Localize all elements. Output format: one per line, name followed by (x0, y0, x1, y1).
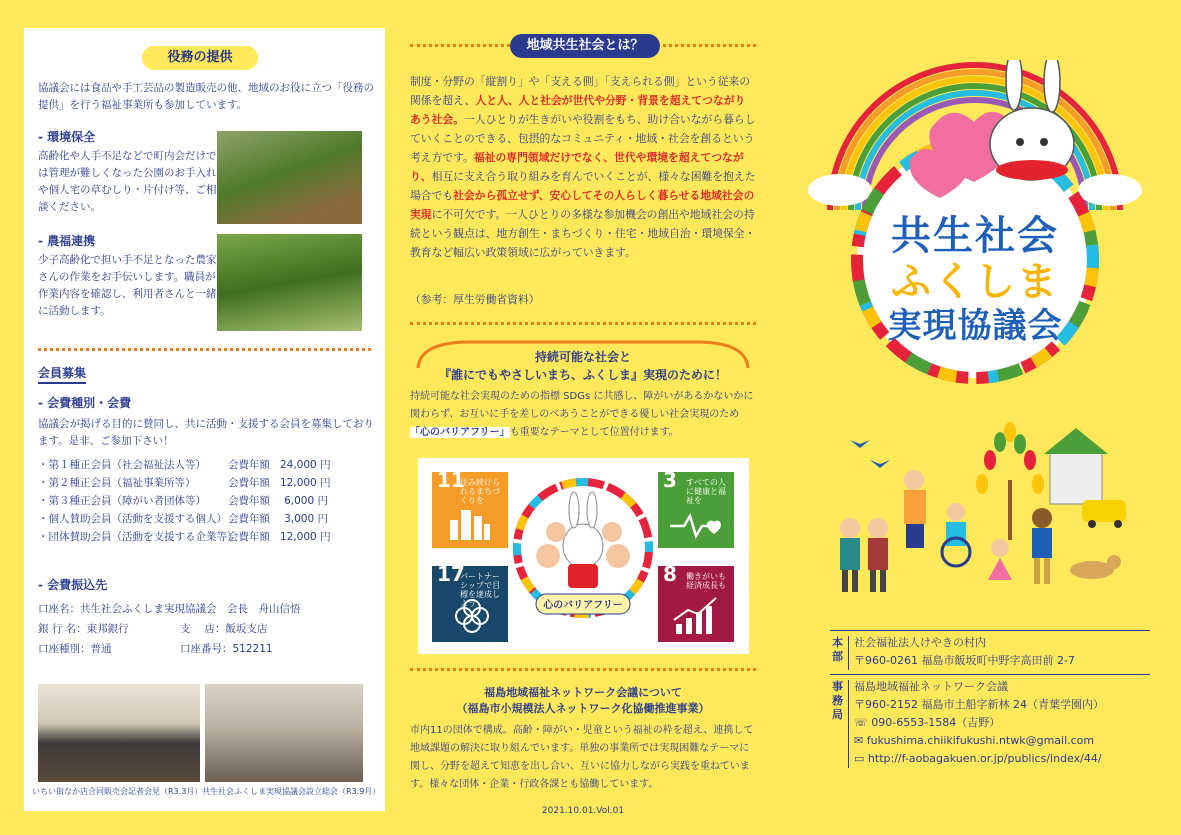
hq-divider (848, 636, 849, 670)
sdg-box (418, 458, 749, 654)
account-number: 口座番号：512211 (180, 643, 273, 655)
emphasis-text: 人と人、人と社会が世代や分野・背景を超えてつながりあう社会。 (410, 94, 746, 126)
fee-type: ・第１種正会員（社会福祉法人等） (38, 459, 206, 471)
fee-amount: 12,000 円 (280, 531, 331, 543)
sdg-text (410, 388, 756, 442)
mid-dots-3 (410, 668, 756, 671)
press-photo (38, 684, 200, 782)
computer-icon: ▭ (854, 752, 865, 765)
fee-row (38, 511, 227, 528)
fee-label: 会費年額 (228, 477, 270, 489)
reference: （参考：厚生労働省資料） (410, 293, 540, 306)
divider (38, 348, 371, 351)
sdg-number: 8 (663, 562, 677, 586)
phone-number[interactable]: 090-6553-1584（吉野） (871, 716, 1001, 729)
city-icon (448, 506, 492, 542)
growth-chart-icon (672, 596, 720, 636)
office-divider (848, 680, 849, 768)
photo-caption-1: いちい街なか店合同販売会記者会見（R3.3月） (32, 787, 203, 796)
sdg-label: 住み続けられるまちづくりを (460, 478, 500, 505)
community-title: 地域共生社会とは？ (510, 34, 660, 58)
community-text (410, 72, 756, 262)
phone-icon: ☏ (854, 716, 868, 729)
network-text: 市内11の団体で構成。高齢・障がい・児童という福祉の枠を超え、連携して地域課題の解決に取り組んでいます。単独の事業所では実現困難なテーマに関し、分野を超えて知恵を出し合い、互いに協力しながら実践を重ねています。様々な団体・企業・行政各課とも協働しています。 (410, 725, 754, 790)
org-logo (855, 196, 1095, 356)
sdg-8-icon (658, 562, 734, 642)
heartbeat-icon (668, 510, 724, 540)
service-title: 役務の提供 (142, 46, 258, 70)
logo-line-3: 実現協議会 (887, 306, 1063, 346)
sdg-11-icon (432, 468, 508, 548)
community-illustration (830, 420, 1140, 620)
text-segment: 制度・分野の「縦割り」や「支える側」「支えられる側」という従来の関係を超え、 (410, 75, 751, 107)
hq-address: 〒960-0261 福島市飯坂町中野字高田前 2-7 (854, 654, 1075, 667)
agri-heading: - 農福連携 (38, 234, 96, 248)
network-title-2: （福島市小規模法人ネットワーク化協働推進事業） (456, 702, 710, 715)
sdg-number: 11 (437, 468, 465, 492)
partnership-icon (452, 596, 492, 636)
phone-row (854, 714, 1000, 731)
office-name: 福島地域福祉ネットワーク会議 (854, 680, 1008, 693)
text-segment: に不可欠です。一人ひとりの多様な参加機会の創出や地域社会の持続という観点は、地方創生・まちづくり・住宅・地域自治・環境保全・教育など幅広い政策領域に広がっていきます。 (410, 208, 756, 259)
url-row (854, 750, 1102, 767)
sdg-subtitle-2: 『誰にでもやさしいまち、ふくしま』実現のために！ (438, 368, 727, 382)
mail-icon: ✉ (854, 734, 864, 747)
fee-type: ・第２種正会員（福祉事業所等） (38, 477, 196, 489)
transfer-heading: - 会費振込先 (38, 578, 108, 592)
sdg-subtitle-1: 持続可能な社会と (534, 350, 631, 364)
fee-type: ・団体賛助会員（活動を支援する企業等） (38, 531, 238, 543)
service-intro: 協議会には食品や手工芸品の製造販売の他、地域のお役に立つ「役務の提供」を行う福祉事業所も参加しています。 (38, 82, 374, 111)
fee-label: 会費年額 (228, 513, 270, 525)
fee-intro: 協議会が掲げる目的に賛同し、共に活動・支援する会員を募集しております。是非、ご参加下さい！ (38, 418, 374, 447)
emphasis-text: 社会から孤立せず、安心してその人らしく暮らせる地域社会の実現 (410, 189, 755, 221)
office-address: 〒960-2152 福島市土船字新林 24（青葉学園内） (854, 698, 1104, 711)
fee-row (38, 529, 238, 546)
left-panel (24, 28, 385, 811)
text-segment: も重要なテーマとして位置付けます。 (509, 427, 679, 438)
text-segment: 持続可能な社会実現のための指標 SDGs に共感し、障がいがあるかないかに関わらず、お互いに手を差しのべあうことができる優しい社会実現のため (410, 391, 754, 420)
agri-text: 少子高齢化で担い手不足となった農家さんの作業をお手伝いします。職員が作業内容を確認し、利用者さんと一緒に活動します。 (38, 254, 217, 317)
env-text: 高齢化や人手不足などで町内会だけでは管理が難しくなった公園のお手入れや個人宅の草むしり・片付け等、ご相談ください。 (38, 150, 217, 213)
hq-label: 本部 (832, 636, 843, 663)
sdg-wheel-illustration (508, 466, 658, 646)
fee-amount: 24,000 円 (280, 459, 331, 471)
fee-type: ・第３種正会員（障がい者団体等） (38, 495, 206, 507)
fee-amount: 12,000 円 (280, 477, 331, 489)
fee-row (38, 493, 206, 510)
logo-line-2: ふくしま (891, 259, 1059, 305)
website-link[interactable]: http://f-aobagakuen.or.jp/publics/index/44/ (867, 752, 1102, 765)
hq-name: 社会福祉法人けやきの村内 (854, 636, 986, 649)
sdg-3-icon (658, 468, 734, 548)
fee-amount: 3,000 円 (284, 513, 328, 525)
env-heading: - 環境保全 (38, 130, 96, 144)
fee-label: 会費年額 (228, 459, 270, 471)
contact-divider-top (830, 630, 1150, 631)
sdg-number: 3 (663, 468, 677, 492)
account-type: 口座種別：普通 (38, 643, 112, 655)
sdg-17-icon (432, 562, 508, 642)
sdg-number: 17 (437, 562, 465, 586)
agri-photo (217, 234, 362, 331)
text-segment: 相互に支え合う取り組みを育んでいくことが、様々な困難を抱えた場合でも (410, 170, 756, 202)
emphasis-text: 福祉の専門領域だけでなく、世代や環境を超えてつながり、 (410, 151, 744, 183)
fee-row (38, 475, 196, 492)
email-row (854, 732, 1094, 749)
text-segment: 一人ひとりが生きがいや役割をもち、助け合いながら暮らしていくことのできる、包摂的なコミュニティ・地域・社会を創るという考え方です。 (410, 113, 756, 164)
member-title: 会員募集 (38, 364, 86, 384)
photo-caption-2: 共生社会ふくしま実現協議会設立総会（R3.9月） (202, 787, 381, 796)
sdg-label: すべての人に健康と福祉を (686, 478, 726, 505)
email-link[interactable]: fukushima.chiikifukushi.ntwk@gmail.com (866, 734, 1095, 747)
sdg-label: パートナーシップで目標を達成しよう (460, 572, 501, 608)
network-title-1: 福島地域福祉ネットワーク会議について (484, 686, 682, 699)
fee-label: 会費年額 (228, 495, 270, 507)
fee-amount: 6,000 円 (284, 495, 328, 507)
fee-label: 会費年額 (228, 531, 270, 543)
mid-dots-2 (410, 322, 756, 325)
branch-name: 支 店：飯坂支店 (180, 623, 268, 635)
fee-heading: - 会費種別・会費 (38, 396, 132, 410)
highlight-text: 「心のバリアフリー」 (410, 427, 510, 438)
version: 2021.10.01.Vol.01 (541, 806, 625, 816)
fee-type: ・個人賛助会員（活動を支援する個人） (38, 513, 227, 525)
office-label: 事務局 (832, 680, 843, 721)
contact-divider-mid (830, 674, 1150, 675)
sdg-label: 働きがいも経済成長も (686, 572, 726, 590)
meeting-photo (205, 684, 363, 782)
fee-row (38, 457, 206, 474)
env-photo (217, 131, 362, 224)
logo-line-1: 共生社会 (891, 213, 1059, 259)
bank-name: 銀 行 名：東邦銀行 (38, 623, 129, 635)
account-name: 口座名：共生社会ふくしま実現協議会 会長 舟山信悟 (38, 603, 301, 615)
barrier-free-label: 心のバリアフリー (543, 600, 623, 611)
